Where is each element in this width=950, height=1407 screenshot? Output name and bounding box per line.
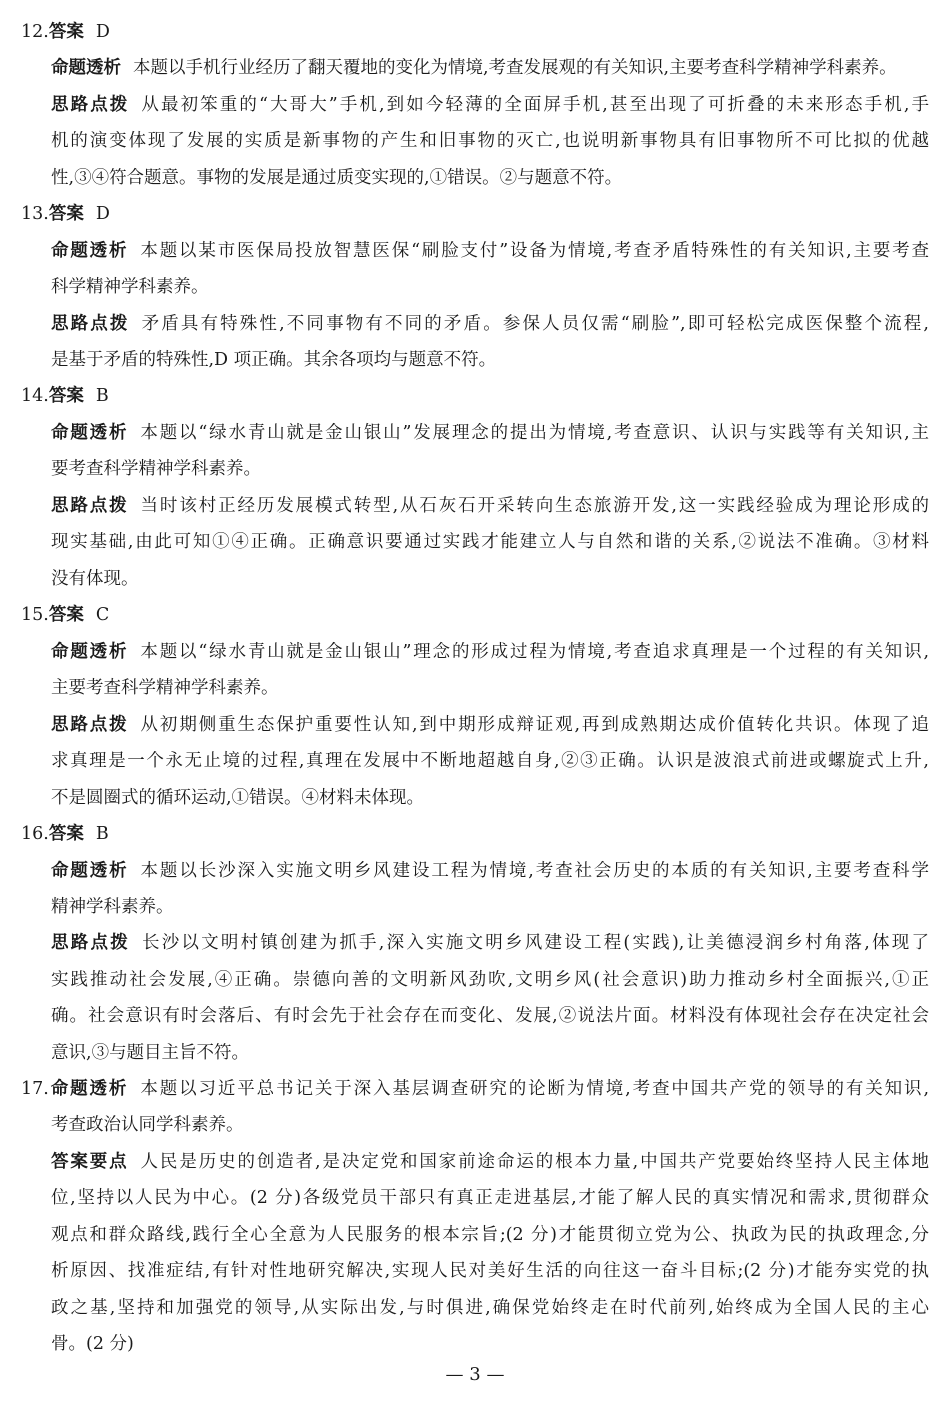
hint-text: 现实基础,由此可知①④正确。正确意识要通过实践才能建立人与自然和谐的关系,②说法不准确。③材料 bbox=[51, 532, 929, 552]
question-number: 17. bbox=[21, 1079, 49, 1099]
hint-text: 意识,③与题目主旨不符。 bbox=[51, 1043, 250, 1063]
analysis-text: 本题以习近平总书记关于深入基层调查研究的论断为情境,考查中国共产党的领导的有关知识, bbox=[140, 1079, 930, 1099]
answer-value: C bbox=[95, 605, 110, 625]
question-17-analysis bbox=[21, 1078, 929, 1100]
hint-text: 不是圆圈式的循环运动,①错误。④材料未体现。 bbox=[51, 788, 425, 808]
question-number: 12. bbox=[21, 22, 49, 42]
hint-text: 是基于矛盾的特殊性,D 项正确。其余各项均与题意不符。 bbox=[51, 350, 497, 370]
key-points-label: 答案要点 bbox=[51, 1152, 129, 1172]
key-points-text: 骨。(2 分) bbox=[51, 1334, 134, 1354]
analysis-text: 本题以“绿水青山就是金山银山”理念的形成过程为情境,考查追求真理是一个过程的有关知识, bbox=[140, 642, 930, 662]
key-points-text: 政之基,坚持和加强党的领导,从实际出发,与时俱进,确保党始终走在时代前列,始终成为全国人民的主心 bbox=[51, 1298, 929, 1318]
question-14-answer bbox=[21, 385, 899, 407]
answer-label: 答案 bbox=[48, 386, 84, 406]
question-13-hint bbox=[51, 313, 929, 335]
question-12-answer bbox=[21, 21, 899, 43]
hint-text: 长沙以文明村镇创建为抓手,深入实施文明乡风建设工程(实践),让美德浸润乡村角落,体现了 bbox=[141, 933, 930, 953]
hint-text: 机的演变体现了发展的实质是新事物的产生和旧事物的灭亡,也说明新事物具有旧事物所不可比拟的优越 bbox=[51, 131, 929, 151]
question-12-analysis bbox=[51, 57, 929, 79]
hint-text: 实践推动社会发展,④正确。崇德向善的文明新风劲吹,文明乡风(社会意识)助力推动乡村全面振兴,①正 bbox=[51, 970, 929, 990]
hint-text: 从初期侧重生态保护重要性认知,到中期形成辩证观,再到成熟期达成价值转化共识。体现了追 bbox=[140, 715, 929, 735]
question-16-answer bbox=[21, 823, 899, 845]
hint-text: 从最初笨重的“大哥大”手机,到如今轻薄的全面屏手机,甚至出现了可折叠的未来形态手机,手 bbox=[141, 95, 929, 115]
hint-text: 性,③④符合题意。事物的发展是通过质变实现的,①错误。②与题意不符。 bbox=[51, 168, 623, 188]
analysis-label: 命题透析 bbox=[48, 1079, 129, 1099]
analysis-label: 命题透析 bbox=[51, 423, 129, 443]
question-14-analysis bbox=[51, 422, 929, 444]
analysis-text: 主要考查科学精神学科素养。 bbox=[51, 678, 279, 698]
analysis-text: 本题以某市医保局投放智慧医保“刷脸支付”设备为情境,考查矛盾特殊性的有关知识,主要考查 bbox=[140, 241, 930, 261]
analysis-label: 命题透析 bbox=[51, 642, 129, 662]
answer-label: 答案 bbox=[48, 22, 84, 42]
hint-label: 思路点拨 bbox=[51, 496, 129, 516]
analysis-label: 命题透析 bbox=[51, 241, 129, 261]
key-points-text: 人民是历史的创造者,是决定党和国家前途命运的根本力量,中国共产党要始终坚持人民主体地 bbox=[140, 1152, 929, 1172]
analysis-text: 考查政治认同学科素养。 bbox=[51, 1115, 244, 1135]
question-17-key-points bbox=[51, 1151, 929, 1173]
question-16-hint bbox=[51, 932, 929, 954]
question-15-analysis bbox=[51, 641, 929, 663]
answer-value: B bbox=[95, 386, 109, 406]
answer-label: 答案 bbox=[48, 824, 84, 844]
question-number: 15. bbox=[21, 605, 49, 625]
question-15-answer bbox=[21, 604, 899, 626]
answer-value: B bbox=[95, 824, 109, 844]
analysis-text: 精神学科素养。 bbox=[51, 897, 174, 917]
question-13-answer bbox=[21, 203, 899, 225]
analysis-text: 科学精神学科素养。 bbox=[51, 277, 209, 297]
question-number: 16. bbox=[21, 824, 49, 844]
page-number: — 3 — bbox=[445, 1364, 505, 1385]
key-points-text: 位,坚持以人民为中心。(2 分)各级党员干部只有真正走进基层,才能了解人民的真实情况和需求,贯彻群众 bbox=[51, 1188, 929, 1208]
analysis-label: 命题透析 bbox=[51, 58, 121, 78]
question-15-hint bbox=[51, 714, 929, 736]
hint-text: 求真理是一个永无止境的过程,真理在发展中不断地超越自身,②③正确。认识是波浪式前进或螺旋式上升, bbox=[51, 751, 929, 771]
analysis-text: 本题以“绿水青山就是金山银山”发展理念的提出为情境,考查意识、认识与实践等有关知识,主 bbox=[140, 423, 930, 443]
answer-label: 答案 bbox=[48, 204, 84, 224]
hint-text: 矛盾具有特殊性,不同事物有不同的矛盾。参保人员仅需“刷脸”,即可轻松完成医保整个流程, bbox=[141, 314, 929, 334]
hint-label: 思路点拨 bbox=[51, 715, 129, 735]
answer-label: 答案 bbox=[48, 605, 84, 625]
question-number: 13. bbox=[21, 204, 49, 224]
hint-text: 确。社会意识有时会落后、有时会先于社会存在而变化、发展,②说法片面。材料没有体现社会存在决定社会 bbox=[51, 1006, 929, 1026]
key-points-text: 析原因、找准症结,有针对性地研究解决,实现人民对美好生活的向往这一奋斗目标;(2 分)才能夯实党的执 bbox=[51, 1261, 929, 1281]
question-13-analysis bbox=[51, 240, 929, 262]
question-14-hint bbox=[51, 495, 929, 517]
question-12-hint bbox=[51, 94, 929, 116]
hint-text: 当时该村正经历发展模式转型,从石灰石开采转向生态旅游开发,这一实践经验成为理论形成的 bbox=[140, 496, 929, 516]
analysis-label: 命题透析 bbox=[51, 861, 129, 881]
hint-label: 思路点拨 bbox=[51, 314, 130, 334]
key-points-text: 观点和群众路线,践行全心全意为人民服务的根本宗旨;(2 分)才能贯彻立党为公、执政为民的执政理念,分 bbox=[51, 1225, 929, 1245]
hint-label: 思路点拨 bbox=[51, 95, 130, 115]
answer-value: D bbox=[95, 204, 110, 224]
analysis-text: 本题以长沙深入实施文明乡风建设工程为情境,考查社会历史的本质的有关知识,主要考查科学 bbox=[140, 861, 929, 881]
analysis-text: 要考查科学精神学科素养。 bbox=[51, 459, 261, 479]
hint-text: 没有体现。 bbox=[51, 569, 139, 589]
analysis-text: 本题以手机行业经历了翻天覆地的变化为情境,考查发展观的有关知识,主要考查科学精神学科素养。 bbox=[133, 58, 897, 78]
question-number: 14. bbox=[21, 386, 49, 406]
answer-value: D bbox=[95, 22, 110, 42]
question-16-analysis bbox=[51, 860, 929, 882]
hint-label: 思路点拨 bbox=[51, 933, 130, 953]
